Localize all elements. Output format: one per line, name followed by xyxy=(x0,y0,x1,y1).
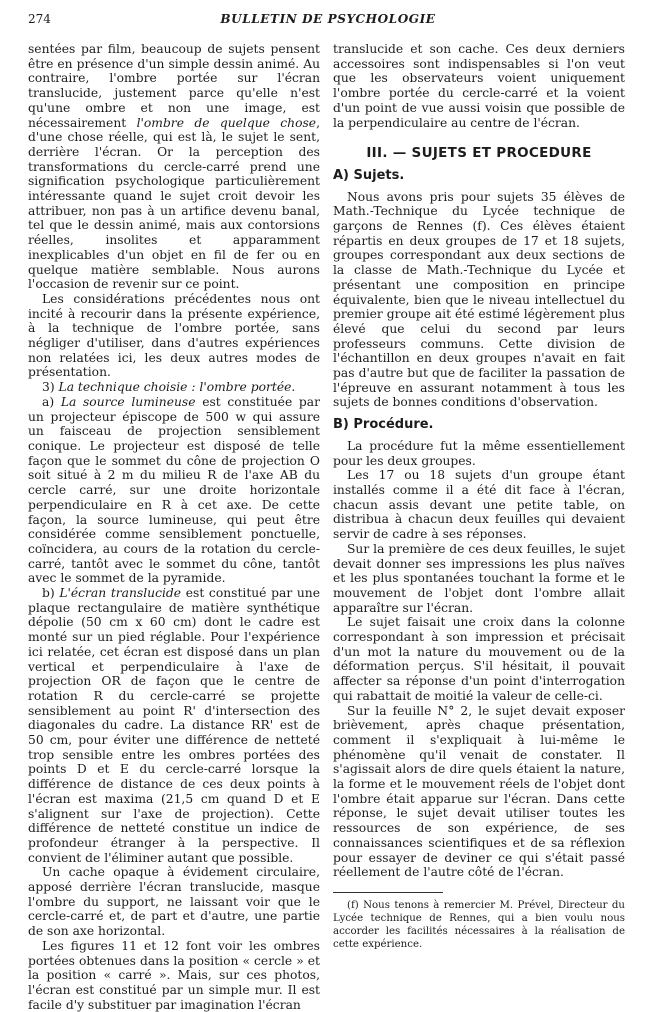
left-column xyxy=(28,42,321,1012)
paragraph: Le sujet faisait une croix dans la colonne correspondant à son impression et précisait d'un mot la nature du mouvement ou de la déformation perçus. S'il hésitait, il pouvait affecter sa réponse d'un point d'interrogation qui rabattait de moitié la valeur de celle-ci. xyxy=(333,615,625,703)
subsection-heading: B) Procédure. xyxy=(333,417,434,433)
footnote-divider xyxy=(333,892,443,893)
paragraph: La procédure fut la même essentiellement pour les deux groupes. xyxy=(333,438,625,468)
paragraph: b) L'écran translucide est constitué par une plaque rectangulaire de matière synthétique dépolie (50 cm x 60 cm) dont le cadre est monté sur un pied réglable. Pour l'expérience ici relatée, cet écran est disposé dans un plan vertical et perpendiculaire à l'axe de projection OR de façon que le centre de rotation R du cercle-carré se projette sensiblement au point R' d'intersection des diagonales du cadre. La distance RR' est de 50 cm, pour éviter une différence de netteté trop sensible entre les ombres portées des points D et E du cercle-carré lorsque la différence de distance de ces deux points à l'écran est maxima (21,5 cm quand D et E s'alignent sur l'axe de projection). Cette différence de netteté constitue un indice de profondeur étranger à la perspective. Il convient de l'éliminer autant que possible. xyxy=(28,586,321,865)
paragraph: Les figures 11 et 12 font voir les ombres portées obtenues dans la position « cercle » et la position « carré ». Mais, sur ces photos, l'écran est constitué par un simple mur. Il est facile d'y substituer par imagination l'écran xyxy=(28,938,320,1012)
paragraph: Les 17 ou 18 sujets d'un groupe étant installés comme il a été dit face à l'écran, chacun assis devant une petite table, on distribua à chacun deux feuilles qui devaient servir de cadre à ses réponses. xyxy=(333,468,625,542)
running-title: BULLETIN DE PSYCHOLOGIE xyxy=(220,12,436,26)
paragraph: a) La source lumineuse est constituée par un projecteur épiscope de 500 w qui assure un faisceau de projection sensiblement conique. Le projecteur est disposé de telle façon que le sommet du cône de projection O soit situé à 2 m du milieu R de l'axe AB du cercle carré, sur une droite horizontale perpendiculaire en R à cet axe. De cette façon, la source lumineuse, qui peut être considérée comme sensiblement ponctuelle, coïncidera, au cours de la rotation du cercle-carré, tantôt avec le sommet du cône, tantôt avec le sommet de la pyramide. xyxy=(28,394,320,586)
paragraph: Un cache opaque à évidement circulaire, apposé derrière l'écran translucide, masque l'ombre du support, ne laissant voir que le cercle-carré et, de part et d'autre, une partie de son axe horizontal. xyxy=(28,865,320,939)
section-heading: III. — SUJETS ET PROCEDURE xyxy=(366,145,592,162)
subsection-heading: A) Sujets. xyxy=(333,167,405,183)
paragraph: Nous avons pris pour sujets 35 élèves de Math.-Technique du Lycée technique de garçons de Rennes (f). Ces élèves étaient répartis en deux groupes de 17 et 18 sujets, groupes correspondant aux deux sections de la classe de Math.-Technique du Lycée et présentant une composition en principe équivalente, bien que le niveau intellectuel du premier groupe ait été estimé légèrement plus élevé que celui du second par leurs professeurs communs. Cette division de l'échantillon en deux groupes n'avait en fait pas d'autre but que de faciliter la passation de l'épreuve en assurant notamment à tous les sujets de bonnes conditions d'observation. xyxy=(333,189,625,410)
page-header xyxy=(28,12,628,28)
paragraph: Les considérations précédentes nous ont incité à recourir dans la présente expérience, à la technique de l'ombre portée, sans négliger d'utiliser, dans d'autres expériences non relatées ici, les deux autres modes de présentation. xyxy=(28,291,320,380)
page-number: 274 xyxy=(28,12,51,26)
paragraph: translucide et son cache. Ces deux derniers accessoires sont indispensables si l'on veut que les observateurs voient uniquement l'ombre portée du cercle-carré et la voient d'un point de vue aussi voisin que possible de la perpendiculaire au centre de l'écran. xyxy=(333,42,625,130)
footnote: (f) Nous tenons à remercier M. Prével, Directeur du Lycée technique de Rennes, qui a bien voulu nous accorder les facilités nécessaires à la réalisation de cette expérience. xyxy=(333,899,625,950)
paragraph-heading: 3) La technique choisie : l'ombre portée. xyxy=(42,380,296,395)
paragraph: Sur la première de ces deux feuilles, le sujet devait donner ses impressions les plus naïves et les plus spontanées touchant la forme et le mouvement de l'objet dont l'ombre allait apparaître sur l'écran. xyxy=(333,541,625,615)
right-column xyxy=(333,42,625,950)
paragraph: sentées par film, beaucoup de sujets pensent être en présence d'un simple dessin animé. Au contraire, l'ombre portée sur l'écran translucide, justement parce qu'elle n'est qu'une ombre et non une image, est nécessairement l'ombre de quelque chose, d'une chose réelle, qui est là, le sujet le sent, derrière l'écran. Or la perception des transformations du cercle-carré prend une signification psychologique particulièrement intéressante quand le sujet croit devoir les attribuer, non pas à un artifice devenu banal, tel que le dessin animé, mais aux contorsions réelles, insolites et apparamment inexplicables d'un objet en fil de fer ou en quelque matière semblable. Nous aurons l'occasion de revenir sur ce point. xyxy=(28,42,320,292)
paragraph: Sur la feuille N° 2, le sujet devait exposer brièvement, après chaque présentation, comment il s'expliquait à lui-même le phénomène qu'il venait de constater. Il s'agissait alors de dire quels étaient la nature, la forme et le mouvement réels de l'objet dont l'ombre était apparue sur l'écran. Dans cette réponse, le sujet devait utiliser toutes les ressources de son expérience, de ses connaissances scientifiques et de sa réflexion pour essayer de deviner ce qui s'était passé réellement de l'autre côté de l'écran. xyxy=(333,703,625,880)
